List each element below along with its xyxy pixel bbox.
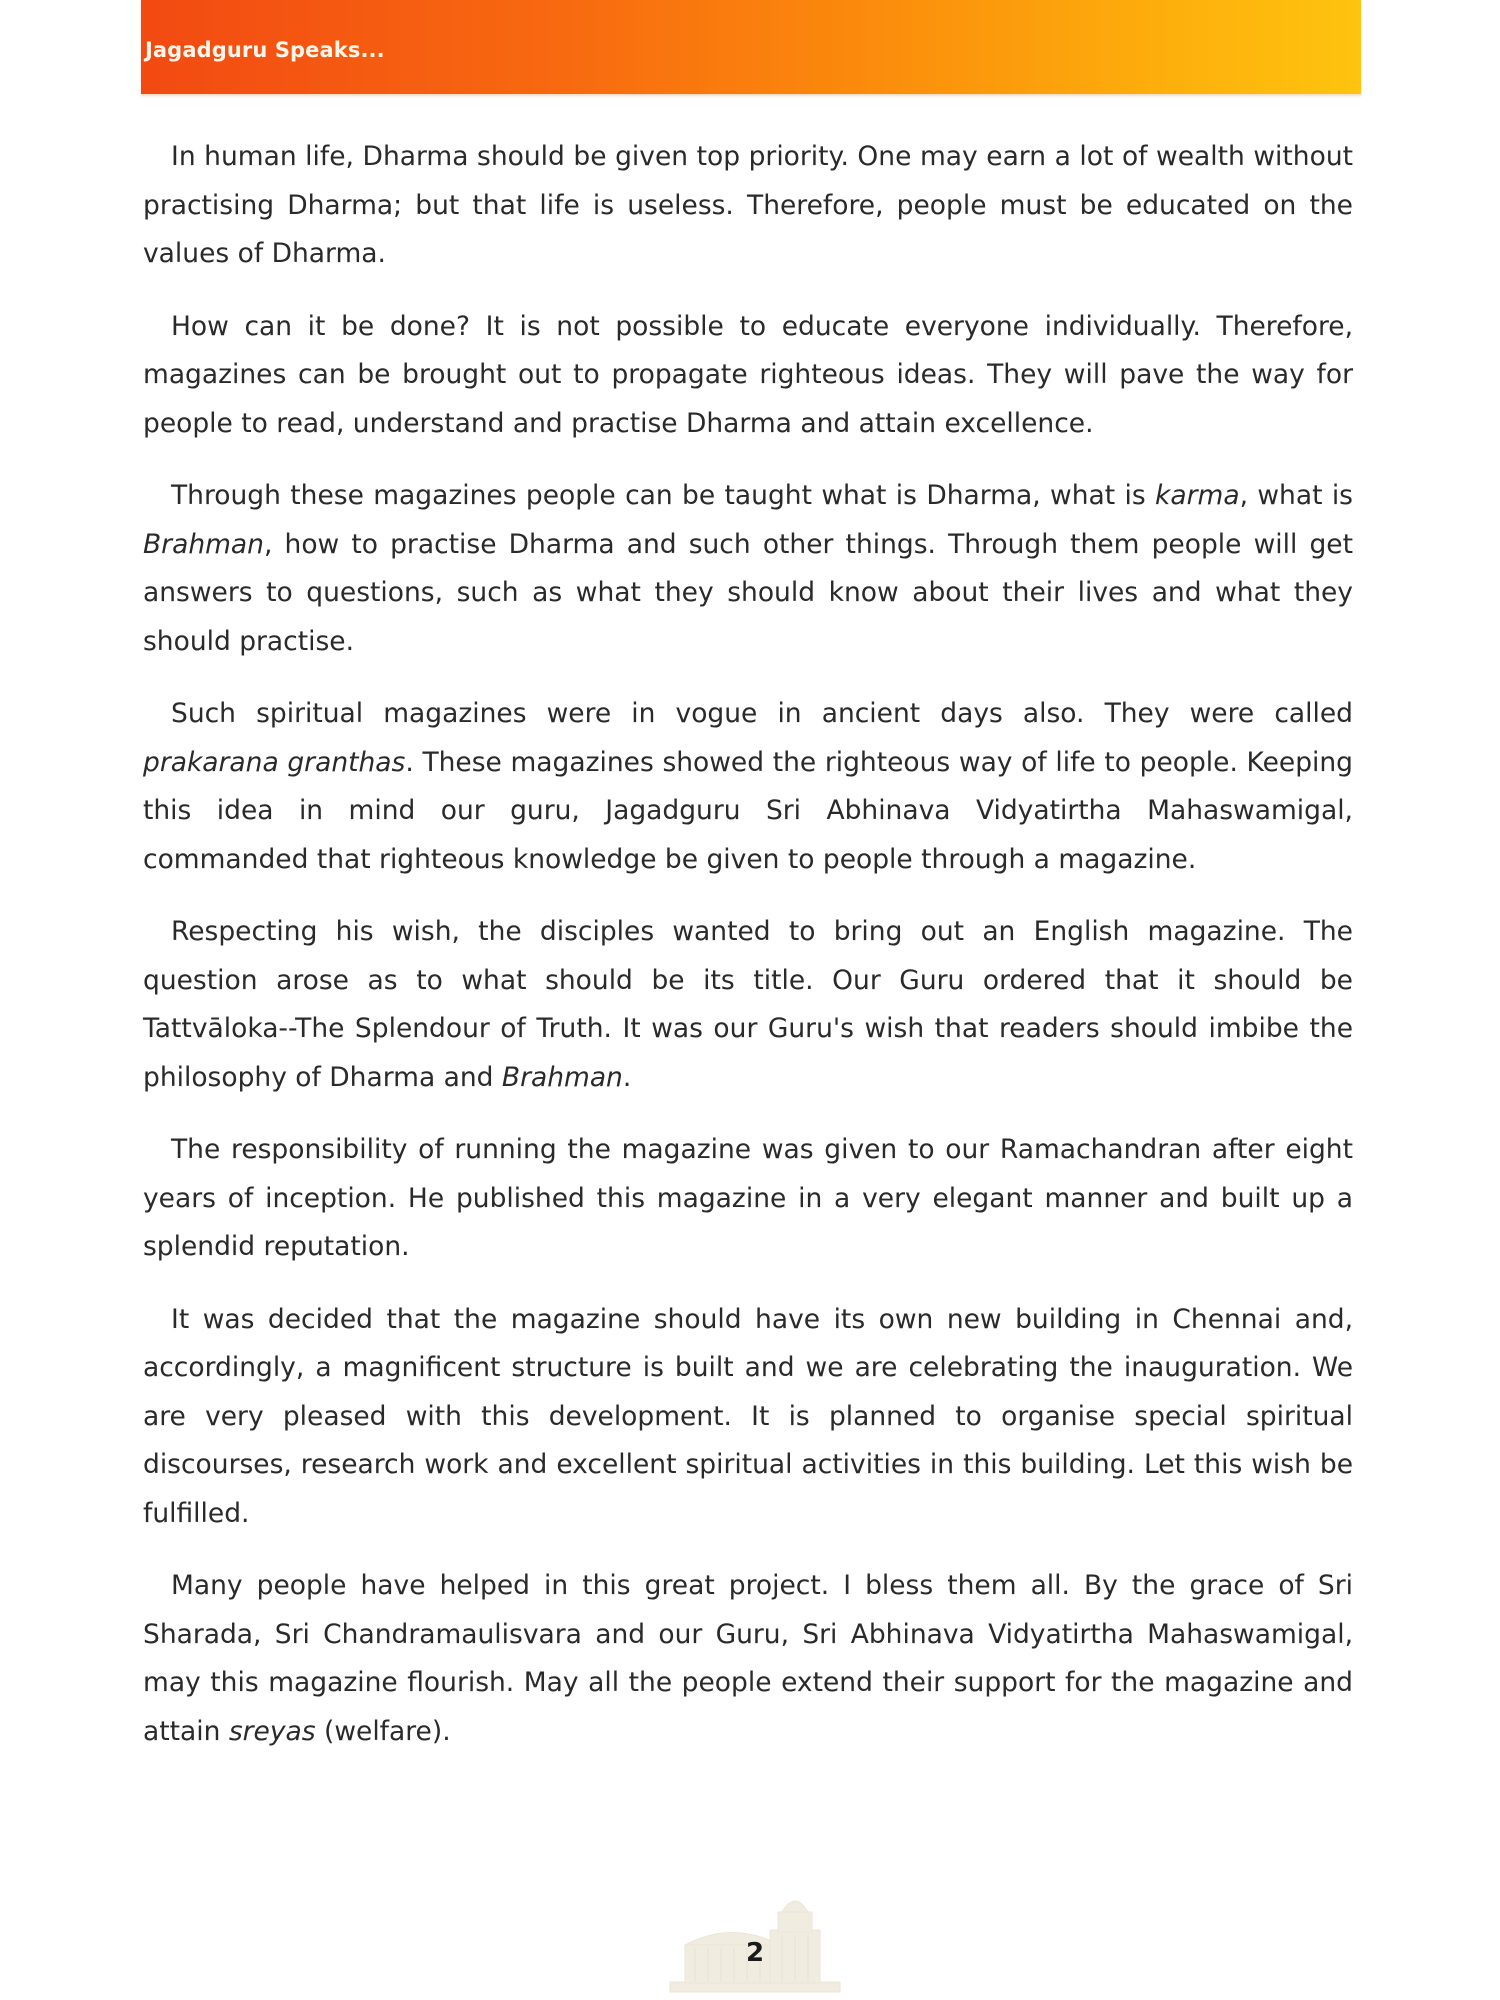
section-title: Jagadguru Speaks...: [145, 38, 385, 62]
text-run: The responsibility of running the magazine was given to our Ramachandran after eight years of inception. He published this magazine in a very elegant manner and built up a splendid reputation.: [143, 1134, 1353, 1262]
page-number: 2: [745, 1938, 765, 1968]
text-run: . These magazines showed the righteous way of life to people. Keeping this idea in mind our guru, Jagadguru Sri Abhinava Vidyatirtha Mahaswamigal, commanded that righteous knowledge be given to people through a magazine.: [143, 746, 1353, 875]
article-body: [143, 133, 1353, 1780]
section-header-bar: [141, 0, 1361, 94]
text-run: Such spiritual magazines were in vogue in ancient days also. They were called: [171, 698, 1353, 729]
text-run: , how to practise Dharma and such other things. Through them people will get answers to questions, such as what they should know about their lives and what they should practise.: [143, 528, 1353, 657]
text-run: , what is: [1239, 480, 1353, 511]
italic-term: sreyas: [228, 1715, 316, 1747]
text-run: How can it be done? It is not possible to educate everyone individually. Therefore, magazines can be brought out to propagate righteous ideas. They will pave the way for people to read, understand and practise Dharma and attain excellence.: [143, 310, 1353, 439]
italic-term: Brahman: [143, 528, 264, 560]
paragraph: [143, 690, 1353, 884]
page-footer: [660, 1890, 850, 2000]
text-run: It was decided that the magazine should have its own new building in Chennai and, accordingly, a magnificent structure is built and we are celebrating the inauguration. We are very pleased with this development. It is planned to organise special spiritual discourses, research work and excellent spiritual activities in this building. Let this wish be fulfilled.: [143, 1303, 1353, 1529]
text-run: Respecting his wish, the disciples wanted to bring out an English magazine. The question arose as to what should be its title. Our Guru ordered that it should be Tattvāloka--The Splendour of Truth. It was our Guru's wish that readers should imbibe the philosophy of Dharma and: [143, 916, 1353, 1093]
paragraph: [143, 1562, 1353, 1756]
italic-term: karma: [1155, 480, 1240, 511]
paragraph: [143, 1296, 1353, 1539]
text-run: Many people have helped in this great project. I bless them all. By the grace of Sri Sharada, Sri Chandramaulisvara and our Guru, Sri Abhinava Vidyatirtha Mahaswamigal, may this magazine flourish. May all the people extend their support for the magazine and attain: [143, 1570, 1353, 1747]
paragraph: [143, 472, 1353, 666]
paragraph: [143, 303, 1353, 449]
paragraph: [143, 1126, 1353, 1272]
italic-term: prakarana granthas: [143, 746, 406, 778]
text-run: .: [622, 1061, 632, 1093]
text-run: Through these magazines people can be taught what is Dharma, what is: [171, 480, 1156, 511]
italic-term: Brahman: [501, 1061, 623, 1093]
paragraph: [143, 133, 1353, 279]
paragraph: [143, 908, 1353, 1102]
text-run: (welfare).: [315, 1715, 451, 1747]
text-run: In human life, Dharma should be given top priority. One may earn a lot of wealth without practising Dharma; but that life is useless. Therefore, people must be educated on the values of Dharma.: [143, 141, 1353, 269]
